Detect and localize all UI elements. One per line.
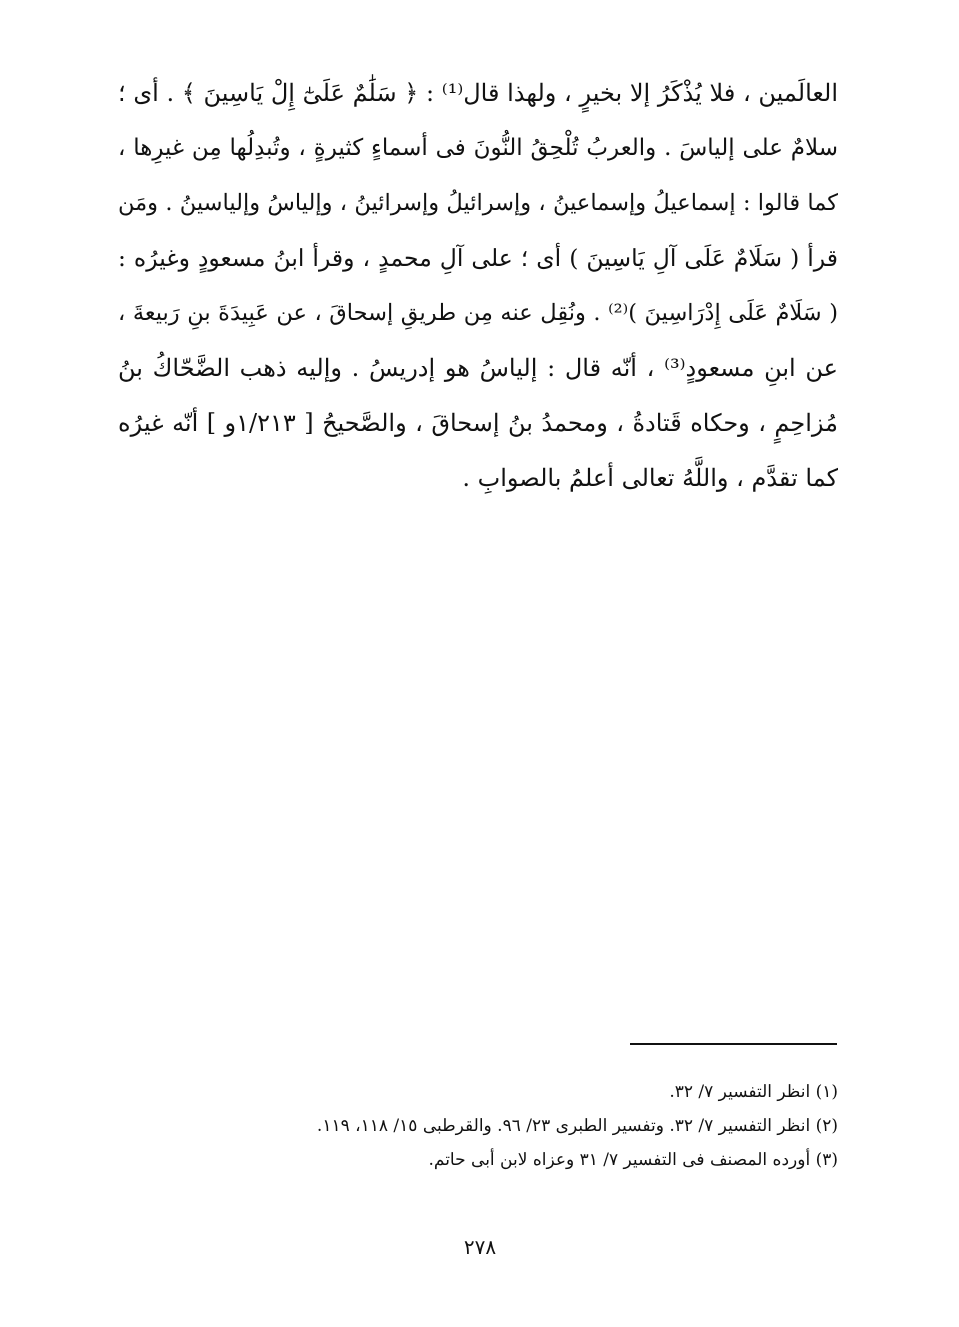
text-line-6: عن ابنِ مسعودٍ⁽³⁾ ، أنّه قال : إلياسُ هو إدريسُ . وإليه ذهب الضَّحّاكُ بنُ bbox=[118, 354, 838, 382]
footnote-2: (٢) انظر التفسير ٧/ ٣٢. وتفسير الطبرى ٢٣/ ٩٦. والقرطبى ١٥/ ١١٨، ١١٩. bbox=[316, 1116, 838, 1136]
text-line-2: سلامٌ على إلياسَ . والعربُ تُلْحِقُ النُّونَ فى أسماءٍ كثيرةٍ ، وتُبدِلُها مِن غيرِها ، bbox=[118, 135, 838, 161]
footnote-1: (١) انظر التفسير ٧/ ٣٢. bbox=[669, 1082, 838, 1102]
page-number: ٢٧٨ bbox=[463, 1235, 497, 1259]
main-text-block bbox=[118, 66, 838, 506]
text-line-4: قرأ ( سَلَامٌ عَلَى آلِ يَاسِينَ ) أى ؛ على آلِ محمدٍ ، وقرأ ابنُ مسعودٍ وغيرُه : bbox=[118, 244, 838, 272]
text-line-7: مُزاحِمٍ ، وحكاه قَتادةُ ، ومحمدُ بنُ إسحاقَ ، والصَّحيحُ [ ١/٢١٣و ] أنّه غيرُه bbox=[118, 409, 838, 437]
footnote-3: (٣) أورده المصنف فى التفسير ٧/ ٣١ وعزاه لابن أبى حاتم. bbox=[428, 1150, 838, 1170]
text-line-3: كما قالوا : إسماعيلُ وإسماعينُ ، وإسرائيلُ وإسرائينُ ، وإلياسُ وإلياسينُ . ومَن bbox=[118, 190, 838, 216]
text-line-8: كما تقدَّم ، واللَّهُ تعالى أعلمُ بالصوابِ . bbox=[462, 464, 838, 492]
text-line-1: العالَمين ، فلا يُذْكَرُ إلا بخيرٍ ، ولهذا قال⁽¹⁾ : ﴿ سَلَٰمٌ عَلَىٰٓ إِلْ يَاسِينَ ﴾ . أى ؛ bbox=[118, 79, 838, 107]
footnote-separator bbox=[630, 1043, 837, 1045]
text-line-5: ( سَلَامٌ عَلَى إِدْرَاسِينَ )⁽²⁾ . ونُقِل عنه مِن طريقِ إسحاقَ ، عن عَبِيدَةَ بنِ رَبيعةَ ، bbox=[118, 300, 838, 326]
footnotes-block bbox=[240, 1075, 838, 1177]
